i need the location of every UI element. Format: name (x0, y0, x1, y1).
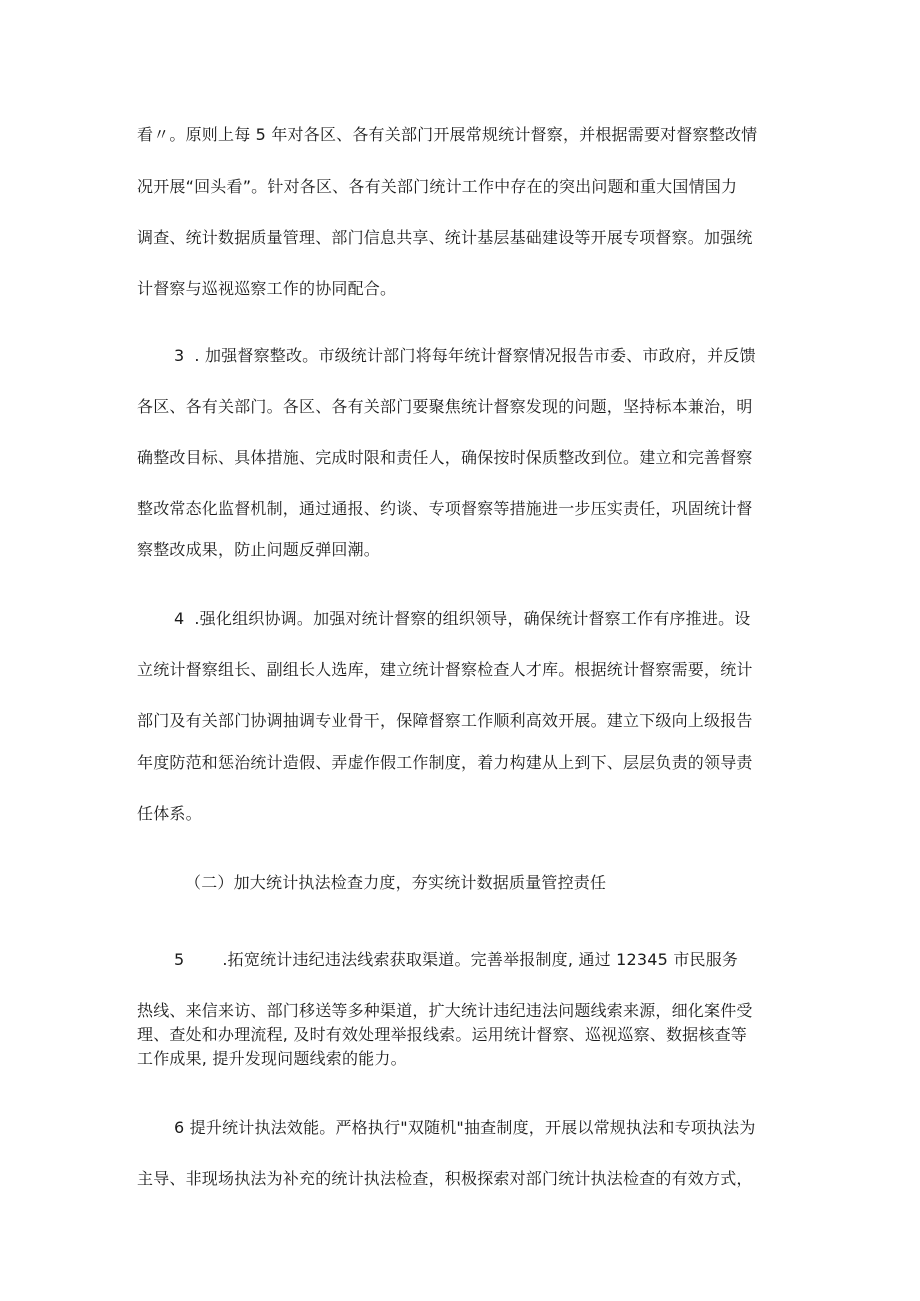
paragraph-4-line-3: 理、查处和办理流程, 及时有效处理举报线索。运用统计督察、巡视巡察、数据核查等 (137, 1025, 747, 1044)
paragraph-2-line-1 (174, 345, 834, 367)
paragraph-4-number: 5 (174, 950, 185, 969)
paragraph-1-line-1: 看〃。原则上每 5 年对各区、各有关部门开展常规统计督察，并根据需要对督察整改情 (137, 125, 758, 144)
paragraph-2-line-4: 整改常态化监督机制，通过通报、约谈、专项督察等措施进一步压实责任，巩固统计督 (137, 499, 753, 518)
paragraph-3-line-5: 任体系。 (137, 804, 202, 823)
paragraph-3-line-1-text: .强化组织协调。加强对统计督察的组织领导，确保统计督察工作有序推进。设 (194, 609, 751, 628)
paragraph-2-line-1-text: . 加强督察整改。市级统计部门将每年统计督察情况报告市委、市政府，并反馈 (194, 346, 756, 365)
paragraph-3-line-3: 部门及有关部门协调抽调专业骨干，保障督察工作顺利高效开展。建立下级向上级报告 (137, 711, 753, 730)
paragraph-1-line-4: 计督察与巡视巡察工作的协同配合。 (137, 279, 397, 298)
paragraph-3-line-1 (174, 608, 834, 630)
paragraph-4-line-4: 工作成果, 提升发现问题线索的能力。 (137, 1049, 407, 1068)
paragraph-2-line-3: 确整改目标、具体措施、完成时限和责任人，确保按时保质整改到位。建立和完善督察 (137, 448, 753, 467)
section-heading: （二）加大统计执法检查力度，夯实统计数据质量管控责任 (185, 873, 607, 892)
paragraph-3-line-4: 年度防范和惩治统计造假、弄虚作假工作制度，着力构建从上到下、层层负责的领导责 (137, 753, 753, 772)
paragraph-4-line-1 (174, 949, 834, 971)
paragraph-2-number: 3 (174, 346, 185, 365)
paragraph-5-line-1: 6 提升统计执法效能。严格执行"双随机"抽查制度，开展以常规执法和专项执法为 (174, 1118, 756, 1137)
paragraph-4-line-2: 热线、来信来访、部门移送等多种渠道，扩大统计违纪违法问题线索来源，细化案件受 (137, 1001, 753, 1020)
paragraph-1-line-2: 况开展“回头看”。针对各区、各有关部门统计工作中存在的突出问题和重大国情国力 (137, 177, 738, 196)
paragraph-2-line-5: 察整改成果，防止问题反弹回潮。 (137, 540, 381, 559)
paragraph-2-line-2: 各区、各有关部门。各区、各有关部门要聚焦统计督察发现的问题，坚持标本兼治，明 (137, 397, 753, 416)
paragraph-4-line-1-text: .拓宽统计违纪违法线索获取渠道。完善举报制度, 通过 12345 市民服务 (222, 950, 739, 969)
paragraph-3-number: 4 (174, 609, 185, 628)
paragraph-5-line-2: 主导、非现场执法为补充的统计执法检查，积极探索对部门统计执法检查的有效方式， (137, 1169, 753, 1188)
paragraph-1-line-3: 调查、统计数据质量管理、部门信息共享、统计基层基础建设等开展专项督察。加强统 (137, 228, 753, 247)
paragraph-3-line-2: 立统计督察组长、副组长人选库，建立统计督察检查人才库。根据统计督察需要，统计 (137, 660, 753, 679)
